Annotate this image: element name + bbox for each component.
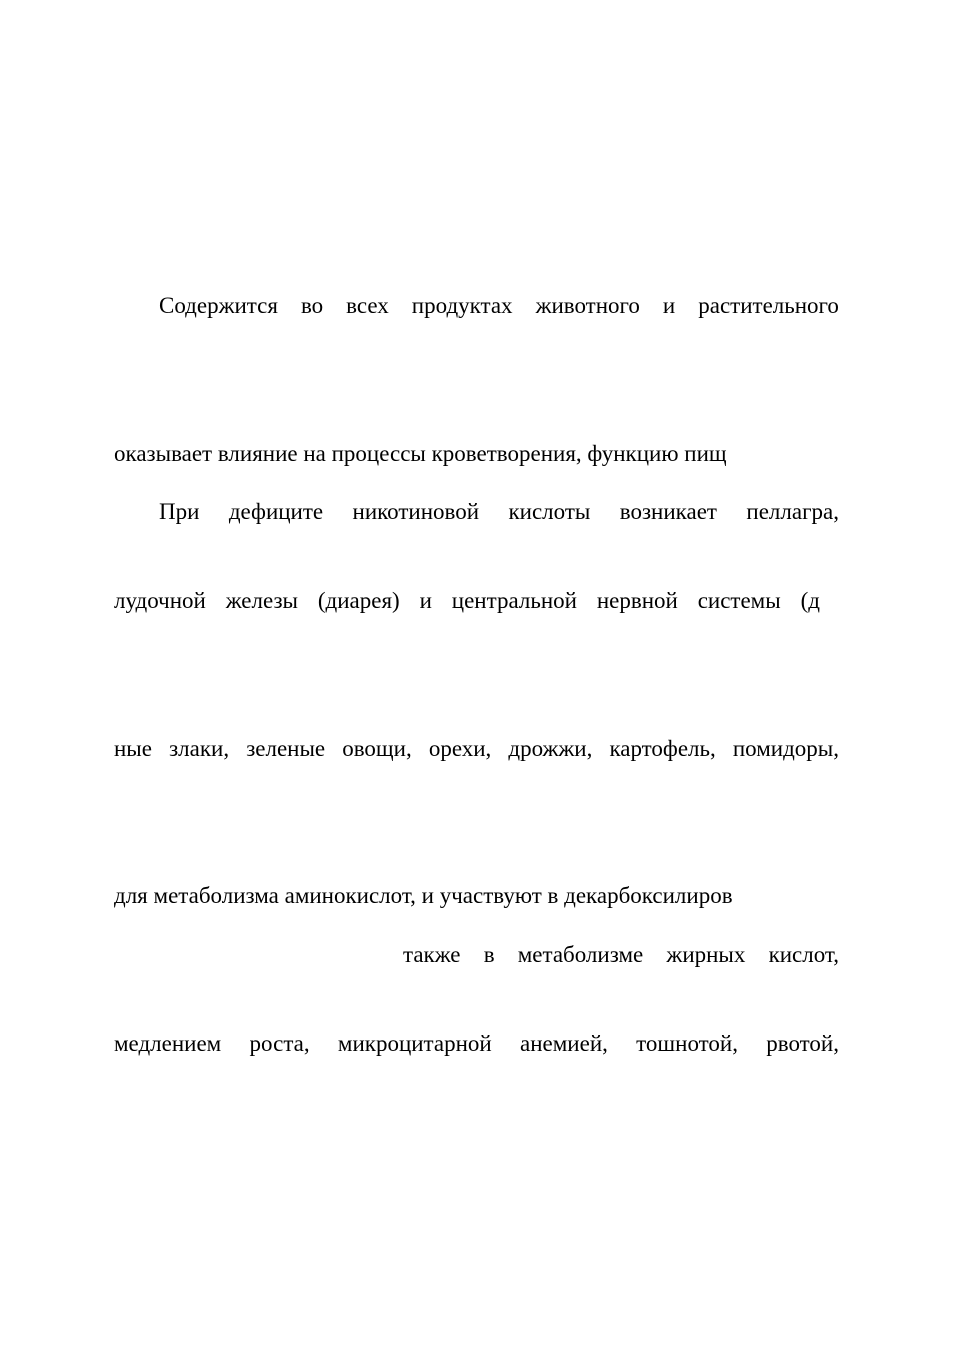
word: кислоты [508,499,591,524]
word: метаболизме [517,942,644,967]
word: микроцитарной [337,1031,492,1056]
word: злаки, [169,736,230,761]
word: анемией, [520,1031,608,1056]
word: (диарея) [317,588,400,613]
word: дрожжи, [508,736,593,761]
word: животного [535,293,640,318]
word: ные [114,736,152,761]
word: помидоры, [732,736,839,761]
word: никотиновой [352,499,480,524]
word: также [403,942,461,967]
word: железы [225,588,299,613]
text-line-8 [114,1030,839,1058]
word: всех [346,293,389,318]
text-line-5 [114,735,839,763]
word: нервной [596,588,678,613]
word: возникает [619,499,717,524]
word: центральной [451,588,577,613]
text-line-3 [159,498,839,526]
word: растительного [698,293,839,318]
word: рвотой, [766,1031,839,1056]
word: в [483,942,495,967]
word: во [300,293,324,318]
text-line-1 [159,292,839,320]
word: тошнотой, [636,1031,738,1056]
text-line-7 [403,941,839,969]
word: пеллагра, [746,499,839,524]
word: и [419,588,432,613]
word: системы [697,588,781,613]
word: и [662,293,676,318]
word: продуктах [411,293,513,318]
word: кислот, [768,942,839,967]
word: При [159,499,200,524]
word: зеленые [246,736,326,761]
word: картофель, [609,736,716,761]
word: лудочной [114,588,206,613]
text-line-4 [114,587,820,615]
word: медлением [114,1031,222,1056]
word: (д [800,588,820,613]
word: Содержится [159,293,278,318]
word: овощи, [342,736,412,761]
word: роста, [249,1031,310,1056]
word: орехи, [428,736,492,761]
text-line-6: для метаболизма аминокислот, и участвуют в декарбоксилиров [114,883,733,908]
word: дефиците [228,499,324,524]
text-line-2: оказывает влияние на процессы кроветворения, функцию пищ [114,441,727,466]
word: жирных [666,942,746,967]
